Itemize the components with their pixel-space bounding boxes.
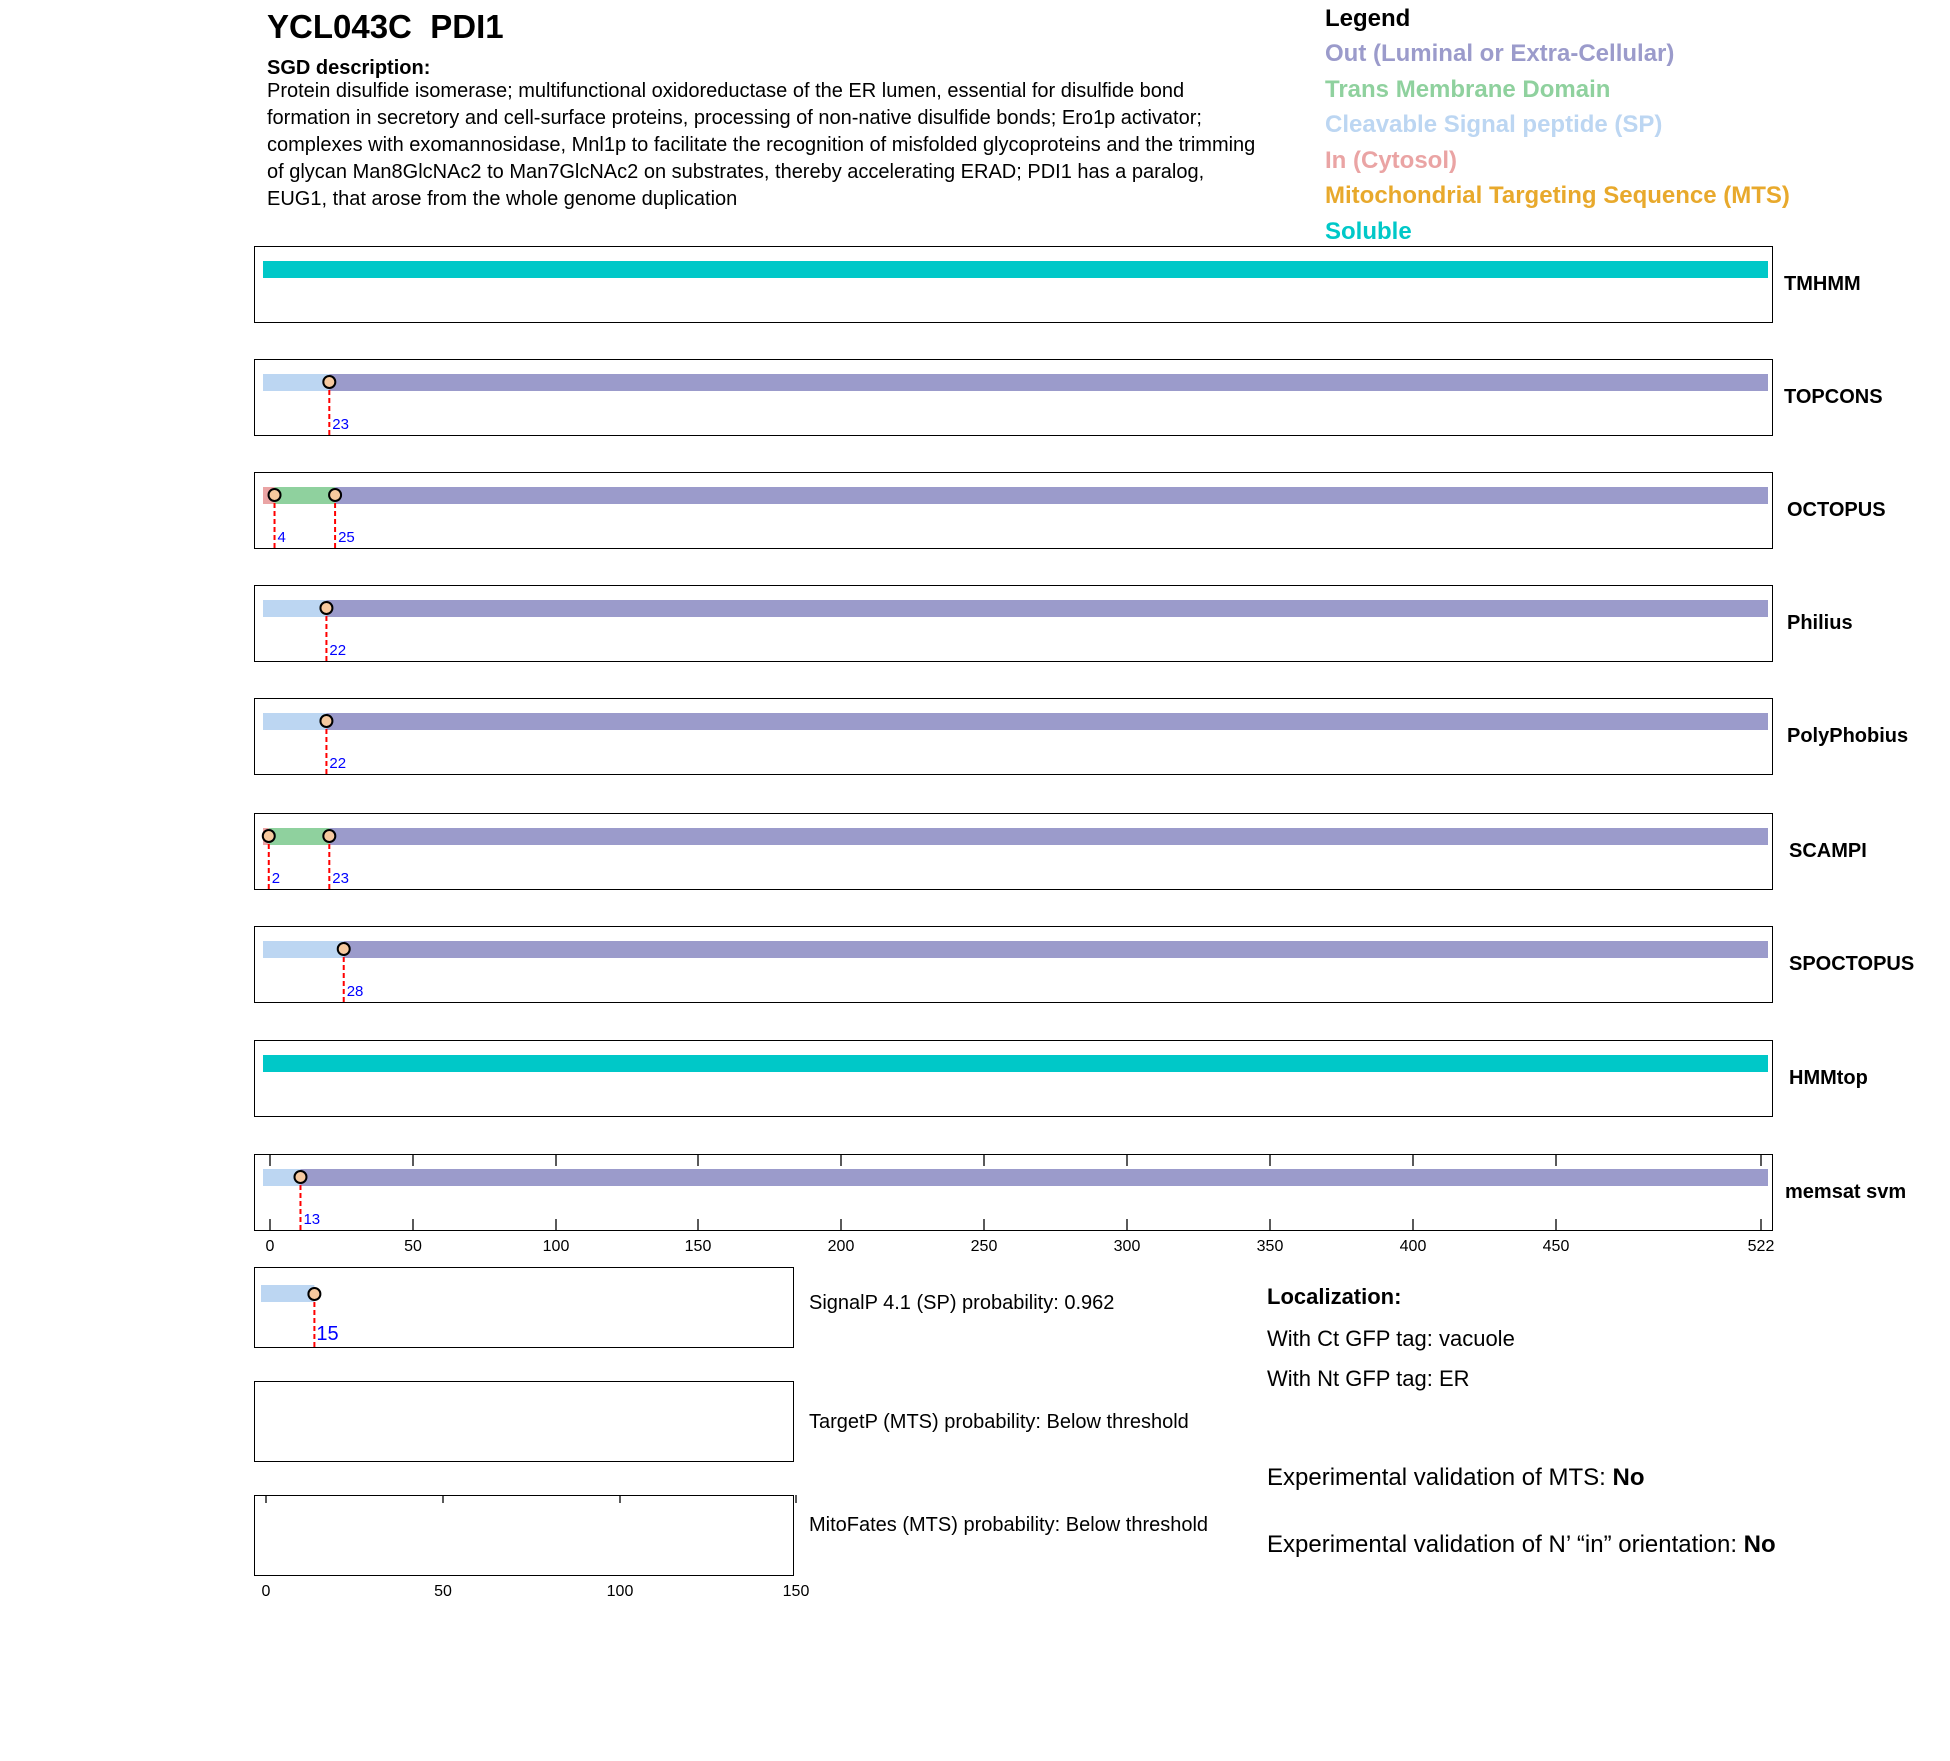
legend-item-trans-membrane-domain: Trans Membrane Domain bbox=[1325, 75, 1611, 103]
nterm-text-signalp: SignalP 4.1 (SP) probability: 0.962 bbox=[809, 1292, 1115, 1314]
nin-validation bbox=[1267, 1531, 1776, 1559]
legend-item-mitochondrial-targeting-sequence-mts: Mitochondrial Targeting Sequence (MTS) bbox=[1325, 182, 1790, 209]
tick-label-350: 350 bbox=[1256, 1238, 1284, 1255]
tick-label-400: 400 bbox=[1399, 1238, 1427, 1255]
legend-item-out-luminal-or-extra-cellular: Out (Luminal or Extra-Cellular) bbox=[1325, 40, 1675, 67]
mts-validation bbox=[1267, 1464, 1644, 1492]
sgd-description-label: SGD description: bbox=[267, 57, 431, 79]
localization-ct: With Ct GFP tag: vacuole bbox=[1267, 1326, 1515, 1351]
marker-label-scampi-2: 2 bbox=[271, 870, 281, 887]
track-label-memsat-svm: memsat svm bbox=[1785, 1181, 1907, 1203]
mts-validation-value: No bbox=[1612, 1464, 1645, 1491]
nterm-svg-targetp bbox=[254, 1381, 794, 1462]
marker-label-spoctopus-28: 28 bbox=[346, 983, 364, 1000]
localization-title: Localization: bbox=[1267, 1284, 1402, 1309]
small-tick-label-0: 0 bbox=[261, 1583, 271, 1600]
small-tick-label-50: 50 bbox=[434, 1583, 452, 1600]
sgd-description-text: Protein disulfide isomerase; multifunctional oxidoreductase of the ER lumen, essential for disulfide bond formation in secretory and cell-surface proteins, processing of non-native disulfide bonds; Ero1p activator; complexes with exomannosidase, Mnl1p to facilitate the recognition of misfolded glycoproteins and the trimming of glycan Man8GlcNAc2 to Man7GlcNAc2 on substrates, thereby accelerating ERAD; PDI1 has a paralog, EUG1, that arose from the whole genome duplication bbox=[267, 80, 1256, 210]
segment-signalp-sp bbox=[261, 1285, 314, 1302]
marker-label-octopus-25: 25 bbox=[338, 529, 355, 546]
tick-label-250: 250 bbox=[970, 1238, 998, 1255]
tick-label-150: 150 bbox=[684, 1238, 712, 1255]
page-title: YCL043C PDI1 bbox=[267, 8, 504, 45]
track-label-philius: Philius bbox=[1787, 612, 1853, 634]
tick-label-522: 522 bbox=[1747, 1238, 1775, 1255]
small-tick-label-150: 150 bbox=[782, 1583, 810, 1600]
marker-label-memsat-svm-13: 13 bbox=[303, 1211, 321, 1228]
track-label-hmmtop: HMMtop bbox=[1789, 1067, 1868, 1089]
track-label-octopus: OCTOPUS bbox=[1787, 499, 1886, 521]
mts-validation-label: Experimental validation of MTS: bbox=[1267, 1464, 1613, 1491]
marker-label-scampi-23: 23 bbox=[332, 870, 349, 887]
track-label-polyphobius: PolyPhobius bbox=[1787, 725, 1909, 747]
tick-label-450: 450 bbox=[1542, 1238, 1570, 1255]
nterm-text-targetp: TargetP (MTS) probability: Below threshold bbox=[809, 1411, 1189, 1433]
nterm-text-mitofates: MitoFates (MTS) probability: Below threshold bbox=[809, 1514, 1209, 1536]
legend-item-soluble: Soluble bbox=[1325, 217, 1412, 245]
nterm-svg-mitofates bbox=[254, 1495, 810, 1600]
marker-label-polyphobius-22: 22 bbox=[329, 755, 347, 772]
nterm-svg-signalp bbox=[254, 1267, 794, 1348]
marker-label-philius-22: 22 bbox=[329, 642, 347, 659]
track-label-topcons: TOPCONS bbox=[1784, 386, 1883, 408]
track-label-tmhmm: TMHMM bbox=[1784, 273, 1861, 295]
nin-validation-label: Experimental validation of N’ “in” orientation: bbox=[1267, 1531, 1744, 1558]
legend-item-cleavable-signal-peptide-sp: Cleavable Signal peptide (SP) bbox=[1325, 111, 1663, 138]
tick-label-0: 0 bbox=[265, 1238, 275, 1255]
legend-title: Legend bbox=[1325, 5, 1411, 32]
small-tick-label-100: 100 bbox=[606, 1583, 634, 1600]
tick-label-300: 300 bbox=[1113, 1238, 1141, 1255]
localization-nt: With Nt GFP tag: ER bbox=[1267, 1366, 1470, 1391]
legend-item-in-cytosol: In (Cytosol) bbox=[1325, 146, 1457, 174]
marker-dot-signalp bbox=[308, 1288, 320, 1300]
track-label-spoctopus: SPOCTOPUS bbox=[1789, 953, 1915, 975]
track-label-scampi: SCAMPI bbox=[1789, 840, 1867, 862]
marker-label-topcons-23: 23 bbox=[332, 416, 349, 433]
nin-validation-value: No bbox=[1743, 1531, 1776, 1558]
marker-label-octopus-4: 4 bbox=[277, 529, 286, 546]
marker-label-signalp: 15 bbox=[316, 1323, 339, 1345]
tick-label-200: 200 bbox=[827, 1238, 855, 1255]
tick-label-100: 100 bbox=[542, 1238, 570, 1255]
tick-label-50: 50 bbox=[404, 1238, 422, 1255]
